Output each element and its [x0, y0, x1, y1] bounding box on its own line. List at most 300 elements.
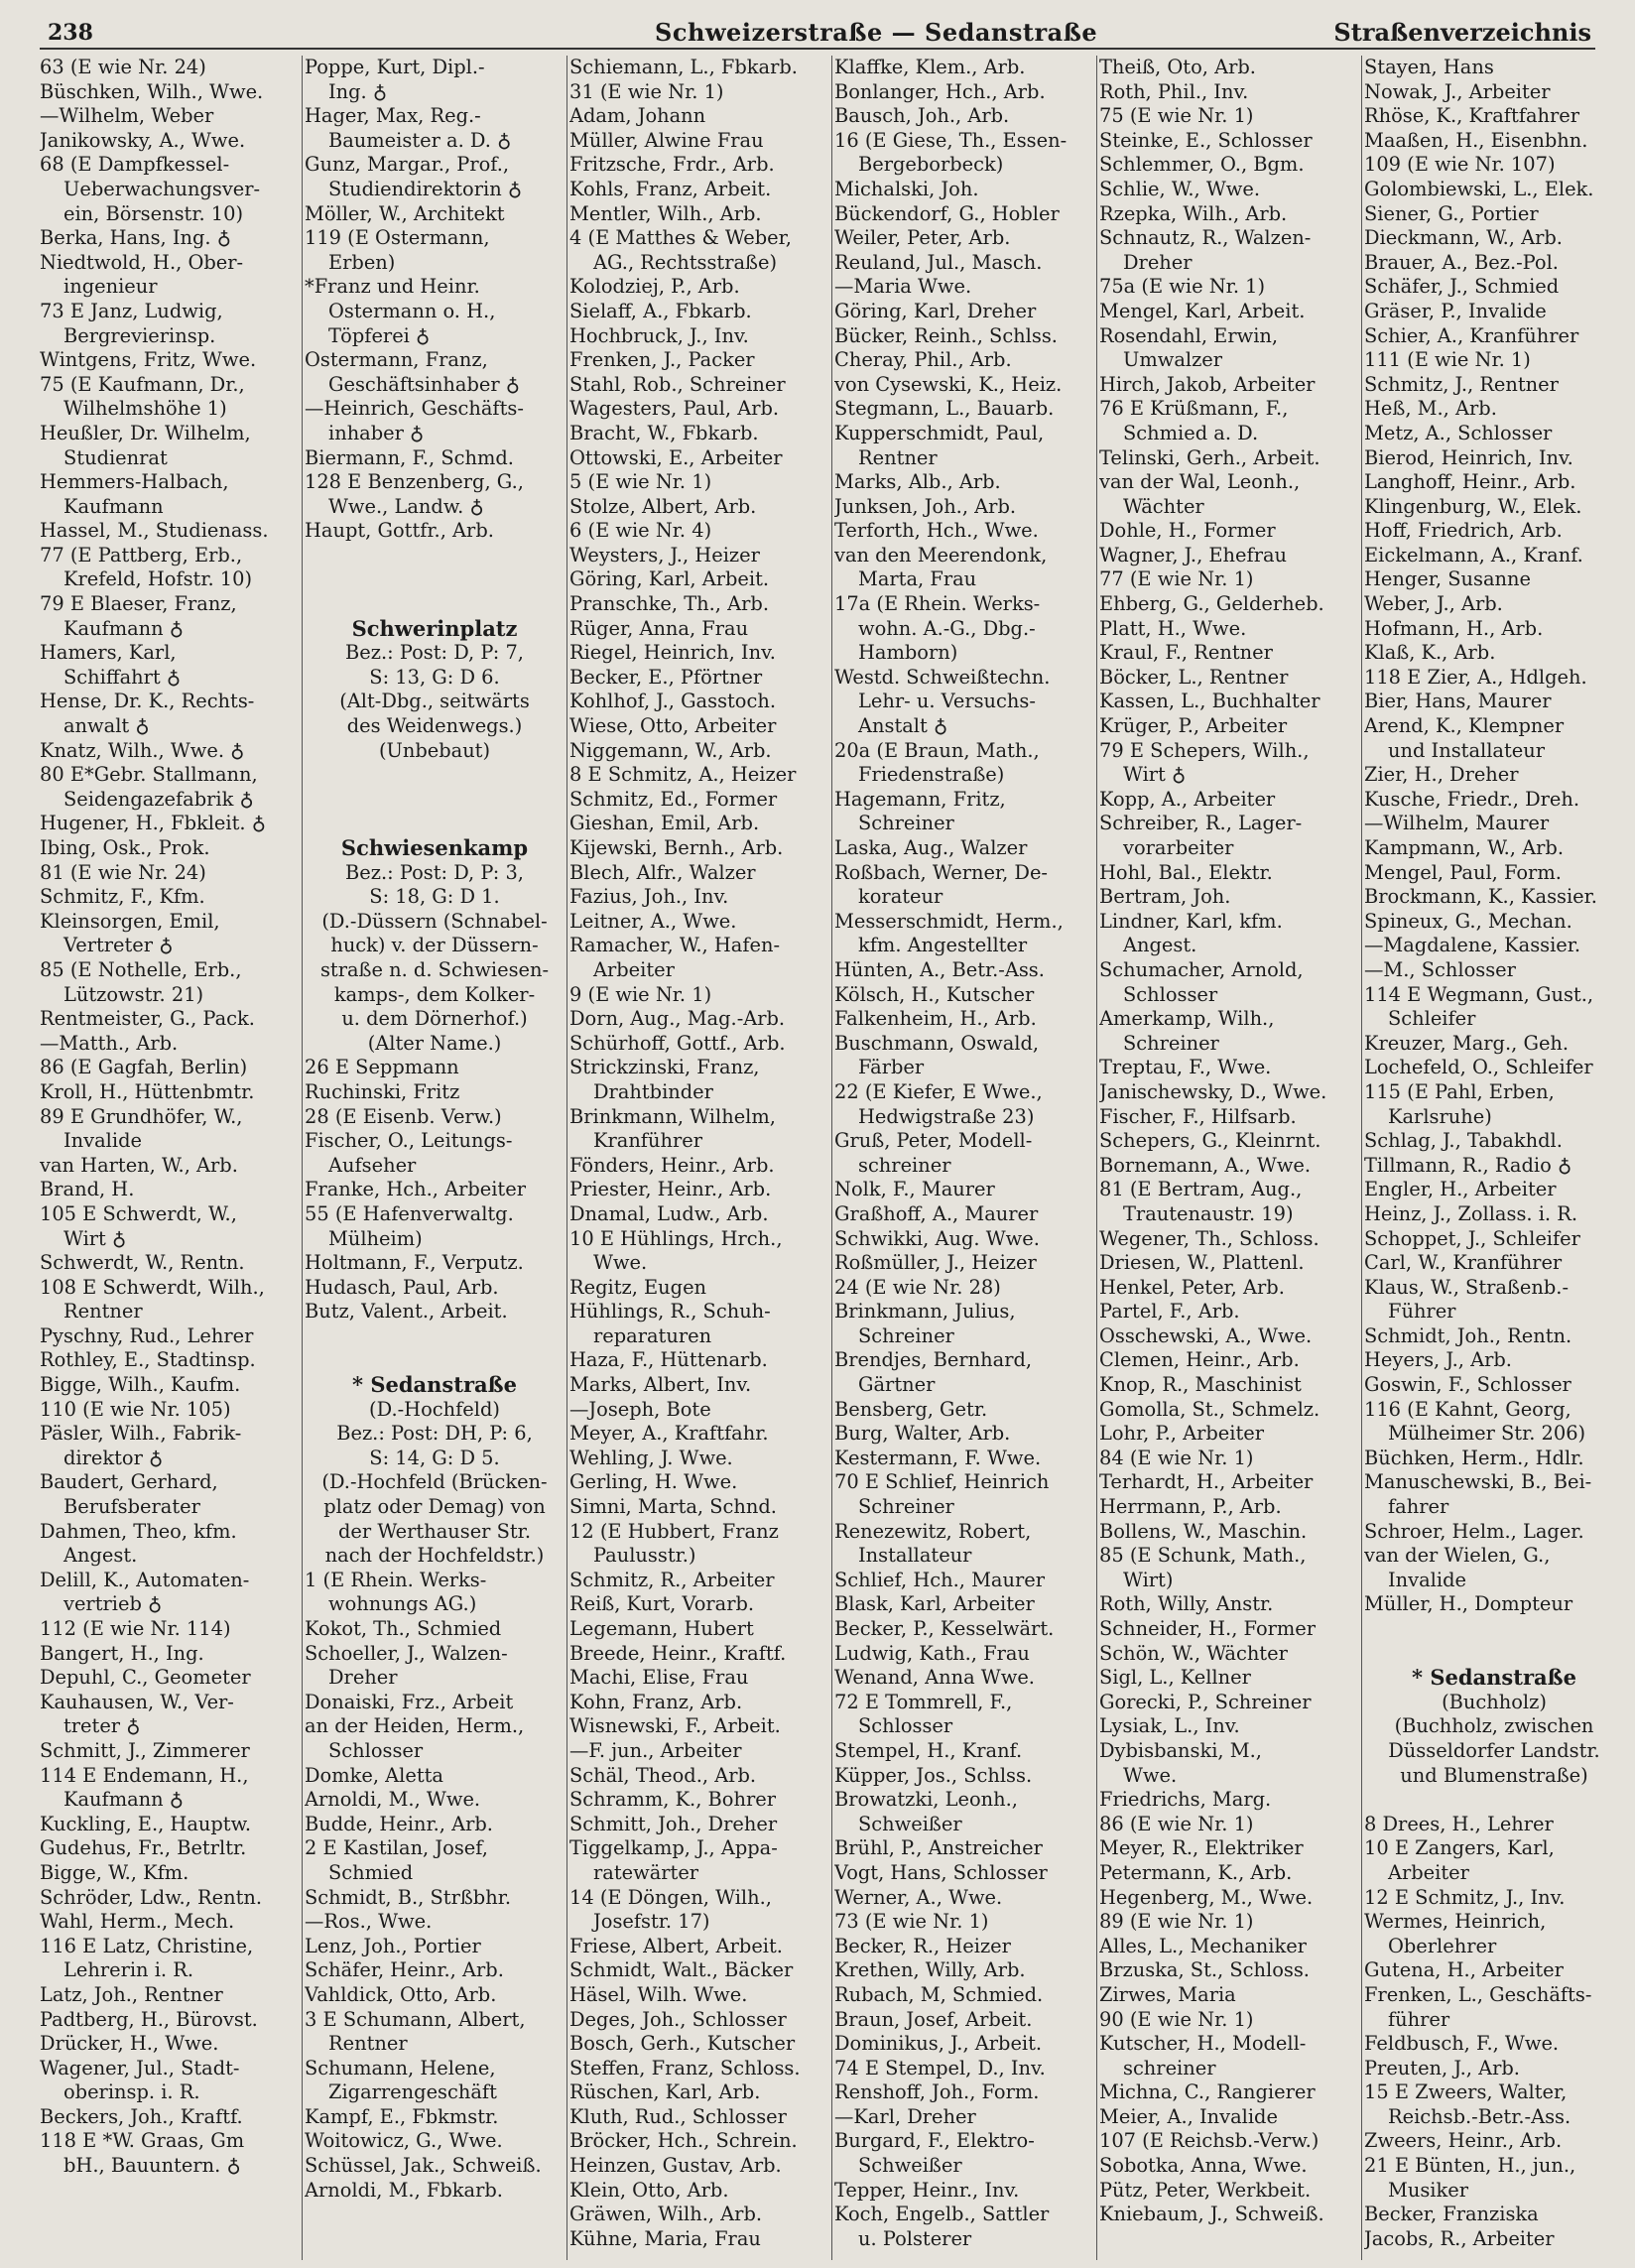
- directory-entry: Zirwes, Maria: [1099, 1982, 1236, 2006]
- entry-continuation: Schlosser: [858, 1714, 953, 1738]
- directory-entry: Gerling, H. Wwe.: [569, 1470, 738, 1494]
- directory-entry: 4 (E Matthes & Weber,: [569, 226, 792, 250]
- entry-continuation: Färber: [858, 1056, 925, 1079]
- directory-entry: Rothley, E., Stadtinsp.: [40, 1348, 256, 1372]
- directory-entry: Wermes, Heinrich,: [1364, 1910, 1547, 1934]
- directory-entry: Hugener, H., Fbkleit. ♁: [40, 812, 266, 835]
- directory-entry: 73 (E wie Nr. 1): [834, 1910, 989, 1934]
- directory-entry: Petermann, K., Arb.: [1099, 1860, 1293, 1884]
- directory-entry: —Heinrich, Geschäfts-: [305, 397, 524, 421]
- directory-entry: Hegenberg, M., Wwe.: [1099, 1885, 1314, 1909]
- directory-entry: Bücker, Reinh., Schlss.: [834, 323, 1058, 347]
- entry-continuation: Mülheimer Str. 206): [1388, 1422, 1586, 1446]
- directory-entry: Göring, Karl, Arbeit.: [569, 567, 770, 591]
- street-description: Bez.: Post: DH, P: 6,: [336, 1422, 533, 1446]
- directory-entry: Schön, W., Wächter: [1099, 1641, 1288, 1665]
- entry-continuation: Wirt ♁: [63, 1226, 127, 1250]
- directory-entry: Blask, Karl, Arbeiter: [834, 1592, 1035, 1616]
- directory-entry: —Joseph, Bote: [569, 1397, 711, 1421]
- directory-entry: Haupt, Gottfr., Arb.: [305, 519, 494, 543]
- street-description: des Weidenwegs.): [346, 714, 523, 738]
- directory-entry: 31 (E wie Nr. 1): [569, 79, 724, 103]
- directory-entry: Osschewski, A., Wwe.: [1099, 1323, 1313, 1347]
- directory-entry: Kölsch, H., Kutscher: [834, 982, 1035, 1006]
- entry-continuation: u. Polsterer: [858, 2226, 972, 2250]
- directory-entry: Baudert, Gerhard,: [40, 1470, 218, 1494]
- directory-entry: 90 (E wie Nr. 1): [1099, 2007, 1254, 2031]
- directory-entry: Biermann, F., Schmd.: [305, 445, 514, 469]
- directory-entry: Dieckmann, W., Arb.: [1364, 226, 1563, 250]
- directory-entry: 111 (E wie Nr. 1): [1364, 348, 1531, 372]
- directory-entry: Krüger, P., Arbeiter: [1099, 714, 1288, 738]
- directory-entry: 80 E*Gebr. Stallmann,: [40, 763, 258, 787]
- directory-entry: Maaßen, H., Eisenbhn.: [1364, 128, 1588, 152]
- directory-entry: Pyschny, Rud., Lehrer: [40, 1323, 254, 1347]
- directory-entry: Junksen, Joh., Arb.: [834, 494, 1017, 518]
- directory-entry: Göring, Karl, Dreher: [834, 299, 1037, 322]
- entry-continuation: Arbeiter: [1388, 1860, 1469, 1884]
- directory-entry: Wagner, J., Ehefrau: [1099, 543, 1288, 567]
- directory-entry: Rentmeister, G., Pack.: [40, 1007, 255, 1031]
- entry-continuation: Wwe., Landw. ♁: [328, 494, 484, 518]
- directory-entry: Reiß, Kurt, Vorarb.: [569, 1592, 755, 1616]
- directory-entry: Schumacher, Arnold,: [1099, 957, 1304, 981]
- directory-entry: Heußler, Dr. Wilhelm,: [40, 421, 251, 444]
- directory-entry: Kestermann, F. Wwe.: [834, 1446, 1042, 1469]
- directory-entry: Brendjes, Bernhard,: [834, 1348, 1033, 1372]
- entry-continuation: Studiendirektorin ♁: [328, 177, 523, 200]
- directory-entry: Rüger, Anna, Frau: [569, 616, 749, 640]
- entry-continuation: wohn. A.-G., Dbg.-: [858, 616, 1036, 640]
- directory-entry: —Maria Wwe.: [834, 275, 972, 299]
- entry-continuation: treter ♁: [63, 1714, 141, 1738]
- directory-entry: Heinzen, Gustav, Arb.: [569, 2154, 782, 2178]
- directory-entry: 72 E Tommrell, F.,: [834, 1690, 1013, 1713]
- directory-entry: Mengel, Paul, Form.: [1364, 860, 1562, 884]
- street-description: S: 13, G: D 6.: [369, 665, 500, 689]
- street-description: S: 18, G: D 1.: [369, 885, 500, 909]
- directory-entry: Machi, Elise, Frau: [569, 1666, 749, 1690]
- column-4: [834, 56, 1094, 2260]
- directory-entry: 114 E Endemann, H.,: [40, 1763, 249, 1787]
- blank-line: [1364, 1788, 1624, 1813]
- directory-entry: Hagemann, Fritz,: [834, 787, 1006, 811]
- directory-entry: Kampf, E., Fbkmstr.: [305, 2104, 499, 2128]
- directory-entry: Tepper, Heinr., Inv.: [834, 2178, 1020, 2202]
- directory-entry: Michalski, Joh.: [834, 177, 979, 200]
- directory-entry: 75 (E Kaufmann, Dr.,: [40, 372, 245, 396]
- directory-entry: Stegmann, L., Bauarb.: [834, 397, 1055, 421]
- directory-entry: Hamers, Karl,: [40, 641, 177, 665]
- directory-entry: Fazius, Joh., Inv.: [569, 885, 729, 909]
- directory-entry: Vogt, Hans, Schlosser: [834, 1860, 1048, 1884]
- page-number: 238: [48, 20, 93, 46]
- directory-entry: Häsel, Wilh. Wwe.: [569, 1982, 748, 2006]
- directory-entry: Vahldick, Otto, Arb.: [305, 1982, 497, 2006]
- directory-entry: Stolze, Albert, Arb.: [569, 494, 757, 518]
- entry-continuation: Anstalt ♁: [858, 714, 948, 738]
- directory-entry: 1 (E Rhein. Werks-: [305, 1568, 487, 1591]
- directory-entry: Kopp, A., Arbeiter: [1099, 787, 1276, 811]
- directory-entry: Schramm, K., Bohrer: [569, 1788, 776, 1812]
- directory-entry: Bonlanger, Hch., Arb.: [834, 79, 1046, 103]
- street-description: (D.-Düssern (Schnabel-: [321, 909, 548, 933]
- directory-entry: Schröder, Ldw., Rentn.: [40, 1885, 263, 1909]
- directory-entry: Schlief, Hch., Maurer: [834, 1568, 1045, 1591]
- directory-entry: Schneider, H., Former: [1099, 1617, 1317, 1640]
- entry-continuation: schreiner: [1123, 2056, 1216, 2079]
- entry-continuation: Wwe.: [1123, 1763, 1178, 1787]
- directory-entry: Brzuska, St., Schloss.: [1099, 1958, 1310, 1982]
- directory-entry: Lindner, Karl, kfm.: [1099, 909, 1283, 933]
- directory-entry: Krethen, Willy, Arb.: [834, 1958, 1026, 1982]
- directory-entry: 15 E Zweers, Walter,: [1364, 2080, 1568, 2104]
- entry-continuation: Hedwigstraße 23): [858, 1104, 1035, 1128]
- directory-entry: Schwikki, Aug. Wwe.: [834, 1226, 1040, 1250]
- directory-entry: Gunz, Margar., Prof.,: [305, 153, 510, 177]
- directory-entry: 114 E Wegmann, Gust.,: [1364, 982, 1594, 1006]
- directory-entry: Woitowicz, G., Wwe.: [305, 2129, 503, 2153]
- directory-entry: Wintgens, Fritz, Wwe.: [40, 348, 257, 372]
- entry-continuation: Friedenstraße): [858, 763, 1005, 787]
- directory-entry: Regitz, Eugen: [569, 1275, 707, 1299]
- directory-entry: Bracht, W., Fbkarb.: [569, 421, 759, 444]
- entry-continuation: Ueberwachungsver-: [63, 177, 261, 200]
- directory-entry: Kniebaum, J., Schweiß.: [1099, 2203, 1324, 2226]
- directory-entry: Ostermann, Franz,: [305, 348, 488, 372]
- directory-entry: Metz, A., Schlosser: [1364, 421, 1553, 444]
- street-heading: Schwerinplatz: [351, 616, 518, 641]
- section-title: Straßenverzeichnis: [1333, 18, 1591, 47]
- directory-entry: 3 E Schumann, Albert,: [305, 2007, 526, 2031]
- entry-continuation: Erben): [328, 250, 396, 274]
- directory-entry: Weysters, J., Heizer: [569, 543, 760, 567]
- entry-continuation: inhaber ♁: [328, 421, 425, 444]
- directory-entry: Gomolla, St., Schmelz.: [1099, 1397, 1321, 1421]
- directory-entry: van der Wielen, G.,: [1364, 1544, 1551, 1568]
- directory-entry: 85 (E Nothelle, Erb.,: [40, 957, 242, 981]
- entry-continuation: Rentner: [328, 2032, 408, 2056]
- directory-entry: 116 (E Kahnt, Georg,: [1364, 1397, 1572, 1421]
- directory-entry: 68 (E Dampfkessel-: [40, 153, 230, 177]
- directory-entry: Lenz, Joh., Portier: [305, 1934, 481, 1957]
- entry-continuation: Umwalzer: [1123, 348, 1223, 372]
- directory-entry: Kohls, Franz, Arbeit.: [569, 177, 772, 200]
- directory-entry: Ludwig, Kath., Frau: [834, 1641, 1030, 1665]
- directory-entry: Schreiber, R., Lager-: [1099, 812, 1303, 835]
- entry-continuation: direktor ♁: [63, 1446, 164, 1469]
- directory-entry: Schäfer, J., Schmied: [1364, 275, 1560, 299]
- entry-continuation: Kaufmann: [63, 494, 164, 518]
- entry-continuation: Lützowstr. 21): [63, 982, 204, 1006]
- directory-entry: Kolodziej, P., Arb.: [569, 275, 740, 299]
- directory-entry: Wiese, Otto, Arbeiter: [569, 714, 777, 738]
- directory-entry: 86 (E Gagfah, Berlin): [40, 1056, 248, 1079]
- street-description: (Buchholz): [1442, 1690, 1547, 1713]
- directory-entry: 73 E Janz, Ludwig,: [40, 299, 223, 322]
- directory-entry: Hemmers-Halbach,: [40, 470, 229, 494]
- directory-entry: 21 E Bünten, H., jun.,: [1364, 2154, 1576, 2178]
- entry-continuation: Schreiner: [858, 1323, 954, 1347]
- blank-line: [305, 592, 565, 617]
- directory-entry: Becker, P., Kesselwärt.: [834, 1617, 1055, 1640]
- street-description: nach der Hochfeldstr.): [324, 1544, 545, 1568]
- directory-entry: Schlie, W., Wwe.: [1099, 177, 1261, 200]
- entry-continuation: Schlosser: [328, 1738, 424, 1762]
- directory-entry: Platt, H., Wwe.: [1099, 616, 1247, 640]
- directory-entry: 109 (E wie Nr. 107): [1364, 153, 1556, 177]
- entry-continuation: Rentner: [63, 1300, 143, 1323]
- directory-entry: Kuckling, E., Hauptw.: [40, 1812, 252, 1835]
- column-6: [1364, 56, 1624, 2260]
- directory-entry: Schäfer, Heinr., Arb.: [305, 1958, 504, 1982]
- entry-continuation: AG., Rechtsstraße): [593, 250, 778, 274]
- directory-entry: Rzepka, Wilh., Arb.: [1099, 201, 1288, 225]
- entry-continuation: Schreiner: [858, 812, 954, 835]
- entry-continuation: Angest.: [1123, 934, 1197, 957]
- directory-entry: Langhoff, Heinr., Arb.: [1364, 470, 1576, 494]
- directory-entry: Partel, F., Arb.: [1099, 1300, 1240, 1323]
- directory-entry: van der Wal, Leonh.,: [1099, 470, 1301, 494]
- entry-continuation: Töpferei ♁: [328, 323, 431, 347]
- entry-continuation: Vertreter ♁: [63, 934, 174, 957]
- entry-continuation: wohnungs AG.): [328, 1592, 477, 1616]
- entry-continuation: Angest.: [63, 1544, 138, 1568]
- directory-entry: 77 (E Pattberg, Erb.,: [40, 543, 243, 567]
- directory-entry: Kauhausen, W., Ver-: [40, 1690, 234, 1713]
- directory-entry: Haza, F., Hüttenarb.: [569, 1348, 768, 1372]
- directory-entry: Budde, Heinr., Arb.: [305, 1812, 493, 1835]
- directory-entry: an der Heiden, Herm.,: [305, 1714, 525, 1738]
- directory-entry: 79 E Schepers, Wilh.,: [1099, 738, 1310, 762]
- page-title: Schweizerstraße — Sedanstraße: [655, 18, 1098, 47]
- entry-continuation: vertrieb ♁: [63, 1592, 163, 1616]
- entry-continuation: Arbeiter: [593, 957, 675, 981]
- directory-entry: 81 (E wie Nr. 24): [40, 860, 206, 884]
- entry-continuation: Dreher: [1123, 250, 1193, 274]
- directory-entry: Schier, A., Kranführer: [1364, 323, 1579, 347]
- directory-entry: 9 (E wie Nr. 1): [569, 982, 712, 1006]
- directory-entry: Heinz, J., Zollass. i. R.: [1364, 1201, 1578, 1225]
- directory-entry: 89 E Grundhöfer, W.,: [40, 1104, 243, 1128]
- street-description: (Alt-Dbg., seitwärts: [339, 690, 530, 713]
- directory-entry: Zweers, Heinr., Arb.: [1364, 2129, 1563, 2153]
- directory-entry: Wahl, Herm., Mech.: [40, 1910, 235, 1934]
- entry-continuation: Schreiner: [858, 1495, 954, 1519]
- entry-continuation: Gärtner: [858, 1373, 936, 1397]
- entry-continuation: vorarbeiter: [1123, 836, 1234, 859]
- directory-entry: Depuhl, C., Geometer: [40, 1666, 251, 1690]
- street-description: und Blumenstraße): [1400, 1763, 1588, 1787]
- blank-line: [305, 567, 565, 592]
- directory-entry: Bigge, W., Kfm.: [40, 1860, 189, 1884]
- entry-continuation: Wilhelmshöhe 1): [63, 397, 227, 421]
- directory-entry: Weiler, Peter, Arb.: [834, 226, 1011, 250]
- directory-entry: Klein, Otto, Arb.: [569, 2178, 729, 2202]
- directory-entry: Niedtwold, H., Ober-: [40, 250, 244, 274]
- directory-entry: Niggemann, W., Arb.: [569, 738, 772, 762]
- directory-entry: Roßmüller, J., Heizer: [834, 1251, 1037, 1275]
- directory-entry: Graßhoff, A., Maurer: [834, 1201, 1039, 1225]
- directory-entry: 8 E Schmitz, A., Heizer: [569, 763, 797, 787]
- directory-entry: Bollens, W., Maschin.: [1099, 1519, 1308, 1543]
- directory-entry: Schmidt, Joh., Rentn.: [1364, 1323, 1572, 1347]
- directory-entry: —Matth., Arb.: [40, 1031, 179, 1055]
- directory-entry: 28 (E Eisenb. Verw.): [305, 1104, 502, 1128]
- directory-entry: 81 (E Bertram, Aug.,: [1099, 1178, 1303, 1201]
- directory-entry: Bosch, Gerh., Kutscher: [569, 2032, 796, 2056]
- entry-continuation: Schmied: [328, 1860, 414, 1884]
- directory-entry: Dohle, H., Former: [1099, 519, 1276, 543]
- directory-entry: 105 E Schwerdt, W.,: [40, 1201, 237, 1225]
- entry-continuation: schreiner: [858, 1153, 951, 1177]
- directory-entry: Kokot, Th., Schmied: [305, 1617, 502, 1640]
- directory-entry: Wehling, J. Wwe.: [569, 1446, 733, 1469]
- street-heading: * Sedanstraße: [1412, 1666, 1576, 1691]
- directory-entry: Küpper, Jos., Schlss.: [834, 1763, 1033, 1787]
- directory-entry: Bier, Hans, Maurer: [1364, 690, 1552, 713]
- entry-continuation: Aufseher: [328, 1153, 417, 1177]
- directory-entry: Bornemann, A., Wwe.: [1099, 1153, 1312, 1177]
- entry-continuation: und Installateur: [1388, 738, 1545, 762]
- directory-entry: Treptau, F., Wwe.: [1099, 1056, 1272, 1079]
- blank-line: [1364, 1642, 1624, 1667]
- directory-entry: Domke, Aletta: [305, 1763, 443, 1787]
- street-description: Bez.: Post: D, P: 7,: [345, 641, 524, 665]
- street-description: (Unbebaut): [378, 738, 491, 762]
- directory-entry: Schmitz, R., Arbeiter: [569, 1568, 775, 1591]
- entry-continuation: Lehrerin i. R.: [63, 1958, 194, 1982]
- directory-entry: Kohlhof, J., Gasstoch.: [569, 690, 776, 713]
- directory-entry: Brand, H.: [40, 1178, 135, 1201]
- directory-entry: 55 (E Hafenverwaltg.: [305, 1201, 514, 1225]
- directory-entry: Schmitt, Joh., Dreher: [569, 1812, 778, 1835]
- directory-entry: Schmidt, Walt., Bäcker: [569, 1958, 794, 1982]
- directory-entry: 119 (E Ostermann,: [305, 226, 490, 250]
- directory-entry: Meier, A., Invalide: [1099, 2104, 1278, 2128]
- directory-entry: Schroer, Helm., Lager.: [1364, 1519, 1584, 1543]
- column-divider: [566, 56, 567, 2260]
- directory-entry: 63 (E wie Nr. 24): [40, 56, 206, 78]
- directory-entry: Cheray, Phil., Arb.: [834, 348, 1012, 372]
- entry-continuation: führer: [1388, 2007, 1450, 2031]
- directory-entry: Bertram, Joh.: [1099, 885, 1231, 909]
- entry-continuation: Oberlehrer: [1388, 1934, 1497, 1957]
- directory-entry: Feldbusch, F., Wwe.: [1364, 2032, 1560, 2056]
- directory-entry: Schnautz, R., Walzen-: [1099, 226, 1312, 250]
- directory-entry: Beckers, Joh., Kraftf.: [40, 2104, 243, 2128]
- directory-entry: Schlemmer, O., Bgm.: [1099, 153, 1305, 177]
- directory-entry: Stayen, Hans: [1364, 56, 1494, 78]
- directory-entry: Ruchinski, Fritz: [305, 1079, 460, 1103]
- directory-entry: Schiemann, L., Fbkarb.: [569, 56, 798, 78]
- directory-entry: Brauer, A., Bez.-Pol.: [1364, 250, 1559, 274]
- directory-entry: Nolk, F., Maurer: [834, 1178, 995, 1201]
- directory-entry: 12 (E Hubbert, Franz: [569, 1519, 779, 1543]
- directory-entry: Alles, L., Mechaniker: [1099, 1934, 1307, 1957]
- directory-entry: Friedrichs, Marg.: [1099, 1788, 1272, 1812]
- directory-entry: Kijewski, Bernh., Arb.: [569, 836, 784, 859]
- blank-line: [1364, 1617, 1624, 1642]
- directory-entry: Wagesters, Paul, Arb.: [569, 397, 780, 421]
- directory-entry: Stempel, H., Kranf.: [834, 1738, 1023, 1762]
- directory-entry: 22 (E Kiefer, E Wwe.,: [834, 1079, 1043, 1103]
- directory-entry: 112 (E wie Nr. 114): [40, 1617, 231, 1640]
- directory-entry: Hoff, Friedrich, Arb.: [1364, 519, 1563, 543]
- directory-entry: von Cysewski, K., Heiz.: [834, 372, 1063, 396]
- directory-entry: Brinkmann, Wilhelm,: [569, 1104, 776, 1128]
- directory-entry: —Wilhelm, Weber: [40, 104, 214, 128]
- directory-entry: 17a (E Rhein. Werks-: [834, 592, 1041, 616]
- directory-entry: Buschmann, Oswald,: [834, 1031, 1040, 1055]
- directory-entry: Pütz, Peter, Werkbeit.: [1099, 2178, 1312, 2202]
- entry-continuation: Hamborn): [858, 641, 958, 665]
- entry-continuation: Schleifer: [1388, 1007, 1476, 1031]
- directory-entry: Kleinsorgen, Emil,: [40, 909, 220, 933]
- directory-entry: Stahl, Rob., Schreiner: [569, 372, 786, 396]
- directory-entry: Sigl, L., Kellner: [1099, 1666, 1251, 1690]
- directory-entry: 26 E Seppmann: [305, 1056, 459, 1079]
- directory-entry: Butz, Valent., Arbeit.: [305, 1300, 508, 1323]
- directory-entry: Preuten, J., Arb.: [1364, 2056, 1520, 2079]
- blank-line: [305, 788, 565, 813]
- directory-entry: Westd. Schweißtechn.: [834, 665, 1051, 689]
- street-description: S: 14, G: D 5.: [369, 1446, 500, 1469]
- directory-entry: Kassen, L., Buchhalter: [1099, 690, 1321, 713]
- directory-entry: —Wilhelm, Maurer: [1364, 812, 1550, 835]
- entry-continuation: Karlsruhe): [1388, 1104, 1492, 1128]
- directory-entry: Ottowski, E., Arbeiter: [569, 445, 783, 469]
- directory-entry: 16 (E Giese, Th., Essen-: [834, 128, 1068, 152]
- directory-entry: Kutscher, H., Modell-: [1099, 2032, 1307, 2056]
- directory-entry: Becker, E., Pförtner: [569, 665, 763, 689]
- directory-entry: —Ros., Wwe.: [305, 1910, 433, 1934]
- entry-continuation: Kaufmann ♁: [63, 1788, 184, 1812]
- directory-entry: Schüssel, Jak., Schweiß.: [305, 2154, 542, 2178]
- directory-entry: Mengel, Karl, Arbeit.: [1099, 299, 1306, 322]
- directory-entry: Arnoldi, M., Wwe.: [305, 1788, 481, 1812]
- directory-entry: Michna, C., Rangierer: [1099, 2080, 1316, 2104]
- entry-continuation: Mülheim): [328, 1226, 423, 1250]
- entry-continuation: Schweißer: [858, 1812, 962, 1835]
- directory-entry: 5 (E wie Nr. 1): [569, 470, 712, 494]
- directory-entry: Sobotka, Anna, Wwe.: [1099, 2154, 1308, 2178]
- street-description: Bez.: Post: D, P: 3,: [345, 860, 524, 884]
- entry-continuation: Geschäftsinhaber ♁: [328, 372, 520, 396]
- directory-entry: 10 E Hühlings, Hrch.,: [569, 1226, 783, 1250]
- street-heading: Schwiesenkamp: [340, 836, 529, 860]
- entry-continuation: Wächter: [1123, 494, 1204, 518]
- blank-line: [305, 544, 565, 568]
- entry-continuation: Lehr- u. Versuchs-: [858, 690, 1036, 713]
- directory-entry: 10 E Zangers, Karl,: [1364, 1836, 1555, 1860]
- column-divider: [1096, 56, 1097, 2260]
- directory-entry: Driesen, W., Plattenl.: [1099, 1251, 1305, 1275]
- blank-line: [305, 763, 565, 788]
- column-3: [569, 56, 829, 2260]
- directory-entry: Fischer, F., Hilfsarb.: [1099, 1104, 1297, 1128]
- directory-entry: Poppe, Kurt, Dipl.-: [305, 56, 485, 78]
- directory-entry: Hassel, M., Studienass.: [40, 519, 269, 543]
- directory-entry: Manuschewski, B., Bei-: [1364, 1470, 1592, 1494]
- blank-line: [305, 1324, 565, 1349]
- directory-entry: Becker, R., Heizer: [834, 1934, 1011, 1957]
- directory-entry: 128 E Benzenberg, G.,: [305, 470, 524, 494]
- directory-entry: Hofmann, H., Arb.: [1364, 616, 1544, 640]
- directory-entry: Holtmann, F., Verputz.: [305, 1251, 524, 1275]
- directory-entry: Wagener, Jul., Stadt-: [40, 2056, 240, 2079]
- directory-entry: Rhöse, K., Kraftfahrer: [1364, 104, 1580, 128]
